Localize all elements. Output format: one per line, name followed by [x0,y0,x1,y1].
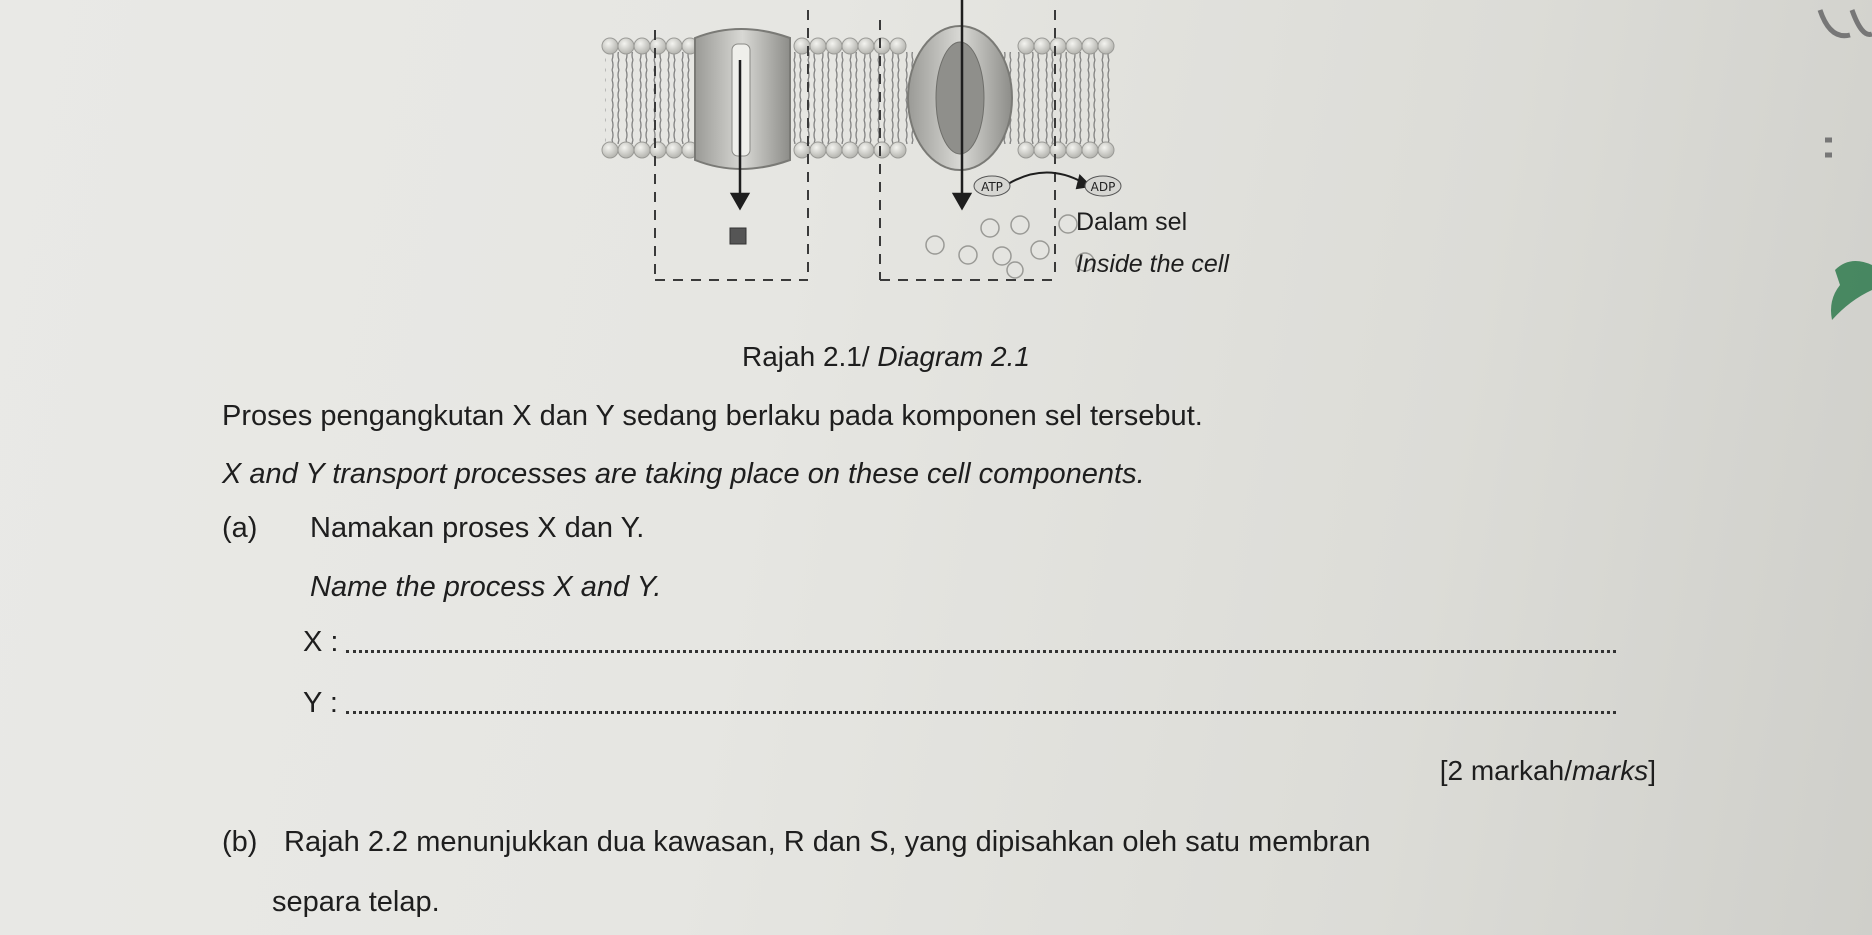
part-a-text-ms: Namakan proses X dan Y. [310,512,645,544]
marks-ms: [2 markah/ [1439,755,1572,786]
phospholipid-head [1066,38,1082,54]
phospholipid-head [1066,142,1082,158]
phospholipid-head [1050,38,1066,54]
phospholipid-head [810,142,826,158]
phospholipid-head [666,142,682,158]
answer-y-label: Y : [303,687,338,719]
phospholipid-head [1098,142,1114,158]
inside-cell-label-en: Inside the cell [1076,250,1229,278]
transported-molecule-x [730,228,746,244]
atp-to-adp-arrow [1008,172,1090,188]
answer-y-row [303,689,1616,718]
cell-membrane-diagram [0,0,1872,330]
answer-x-row [303,628,1616,657]
answer-x-label: X : [303,626,339,658]
answer-x-line[interactable] [346,650,1616,653]
phospholipid-head [650,38,666,54]
phospholipid-head [650,142,666,158]
intro-text-ms: Proses pengangkutan X dan Y sedang berlaku pada komponen sel tersebut. [222,400,1203,432]
inside-cell-label-ms: Dalam sel [1076,208,1188,236]
adp-badge [1085,176,1121,196]
phospholipid-head [1082,142,1098,158]
carrier-protein [908,26,1012,170]
phospholipid-head [826,38,842,54]
phospholipid-head [1050,142,1066,158]
caption-en: Diagram 2.1 [877,341,1030,372]
intro-text-en: X and Y transport processes are taking place on these cell components. [222,458,1145,490]
margin-marks [1820,10,1872,155]
phospholipid-head [890,38,906,54]
part-b-text-line1: Rajah 2.2 menunjukkan dua kawasan, R dan S, yang dipisahkan oleh satu membran [284,826,1371,858]
phospholipid-head [634,38,650,54]
atp-badge [974,176,1010,196]
phospholipid-head [1018,142,1034,158]
phospholipid-head [634,142,650,158]
phospholipid-head [618,142,634,158]
phospholipid-head [826,142,842,158]
marks-en: marks [1571,755,1649,786]
part-a-marks [1440,757,1656,785]
transported-molecules-y [926,215,1094,278]
channel-protein [695,29,790,169]
phospholipid-head [602,142,618,158]
part-a-label: (a) [222,512,258,544]
phospholipid-head [618,38,634,54]
phospholipid-head [842,142,858,158]
phospholipid-head [874,142,890,158]
part-b-text-line2: separa telap. [272,886,440,918]
caption-ms: Rajah 2.1/ [742,341,878,372]
phospholipid-head [890,142,906,158]
phospholipid-head [858,142,874,158]
svg-text:ADP: ADP [1090,180,1116,194]
part-b-label: (b) [222,826,258,858]
phospholipid-head [1034,38,1050,54]
phospholipid-head [810,38,826,54]
phospholipid-bilayer [602,38,1115,158]
green-margin-scribble [1831,261,1872,320]
phospholipid-head [602,38,618,54]
part-a-text-en: Name the process X and Y. [310,571,662,603]
phospholipid-head [874,38,890,54]
marks-close: ] [1648,755,1656,786]
diagram-caption [742,343,1030,371]
phospholipid-head [1082,38,1098,54]
phospholipid-head [1018,38,1034,54]
phospholipid-head [842,38,858,54]
phospholipid-head [1098,38,1114,54]
phospholipid-head [1034,142,1050,158]
phospholipid-head [858,38,874,54]
svg-text:ATP: ATP [981,180,1003,194]
phospholipid-head [666,38,682,54]
answer-y-line[interactable] [346,711,1616,714]
